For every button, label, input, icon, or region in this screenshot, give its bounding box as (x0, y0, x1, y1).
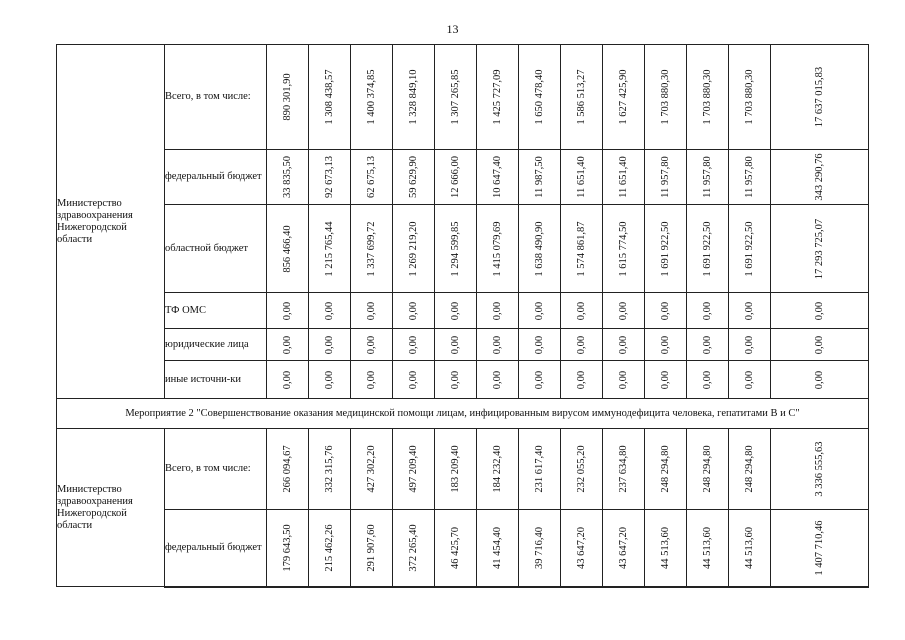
year-value: 372 265,40 (407, 524, 419, 572)
year-value: 1 574 861,87 (575, 220, 587, 277)
year-value-cell (645, 510, 687, 587)
year-value-cell (309, 205, 351, 293)
year-value: 0,00 (449, 335, 461, 354)
page-number: 13 (446, 22, 459, 36)
funding-source-cell: юридические лица (165, 329, 267, 361)
year-value-cell (309, 361, 351, 399)
year-value-cell (393, 510, 435, 587)
year-value-cell (645, 361, 687, 399)
year-value: 11 957,80 (659, 156, 671, 198)
year-value-cell (561, 293, 603, 329)
year-value-cell (351, 510, 393, 587)
funding-source-cell: федеральный бюджет (165, 510, 267, 587)
year-value-cell (351, 150, 393, 205)
year-value: 0,00 (323, 335, 335, 354)
total-value-cell (771, 361, 869, 399)
year-value-cell (477, 45, 519, 150)
year-value-cell (645, 429, 687, 510)
total-value-cell (771, 329, 869, 361)
funding-source-cell: Всего, в том числе: (165, 429, 267, 510)
year-value: 291 907,60 (365, 524, 377, 572)
year-value: 1 400 374,85 (365, 69, 377, 125)
year-value: 11 651,40 (575, 156, 587, 198)
year-value-cell (519, 150, 561, 205)
year-value: 237 634,80 (617, 445, 629, 493)
year-value-cell (477, 293, 519, 329)
year-value: 0,00 (659, 301, 671, 320)
year-value: 62 675,13 (365, 156, 377, 198)
year-value-cell (687, 205, 729, 293)
year-value-cell (687, 45, 729, 150)
year-value: 0,00 (659, 370, 671, 389)
year-value: 0,00 (575, 370, 587, 389)
year-value: 266 094,67 (281, 445, 293, 493)
year-value: 1 586 513,27 (575, 69, 587, 125)
year-value: 92 673,13 (323, 156, 335, 198)
year-value-cell (645, 45, 687, 150)
year-value: 0,00 (533, 335, 545, 354)
year-value-cell (309, 150, 351, 205)
total-value-cell (771, 205, 869, 293)
year-value: 1 425 727,09 (491, 69, 503, 125)
year-value: 0,00 (449, 301, 461, 320)
year-value-cell (603, 361, 645, 399)
year-value-cell (435, 45, 477, 150)
year-value: 41 454,40 (491, 526, 503, 569)
year-value: 1 703 880,30 (659, 69, 671, 125)
funding-source-cell: федеральный бюджет (165, 150, 267, 205)
year-value: 1 294 599,85 (449, 220, 461, 277)
year-value: 248 294,80 (701, 445, 713, 493)
year-value-cell (267, 429, 309, 510)
year-value-cell (561, 429, 603, 510)
year-value-cell (645, 205, 687, 293)
total-value: 0,00 (813, 301, 825, 320)
year-value-cell (519, 293, 561, 329)
year-value: 12 666,00 (449, 156, 461, 198)
year-value-cell (393, 205, 435, 293)
year-value: 0,00 (701, 301, 713, 320)
year-value-cell (519, 45, 561, 150)
year-value: 0,00 (281, 370, 293, 389)
table-row (57, 510, 869, 587)
year-value: 1 215 765,44 (323, 220, 335, 277)
year-value: 0,00 (491, 335, 503, 354)
year-value: 248 294,80 (659, 445, 671, 493)
year-value: 1 328 849,10 (407, 69, 419, 125)
year-value: 0,00 (407, 370, 419, 389)
year-value: 0,00 (323, 301, 335, 320)
year-value-cell (603, 45, 645, 150)
year-value: 0,00 (617, 301, 629, 320)
year-value: 0,00 (701, 335, 713, 354)
year-value: 0,00 (407, 301, 419, 320)
year-value-cell (477, 205, 519, 293)
total-value: 0,00 (813, 335, 825, 354)
year-value: 0,00 (365, 370, 377, 389)
funding-source-cell: иные источни-ки (165, 361, 267, 399)
year-value: 1 691 922,50 (701, 220, 713, 277)
year-value: 1 415 079,69 (491, 220, 503, 277)
funding-source-cell: Всего, в том числе: (165, 45, 267, 150)
year-value: 427 302,20 (365, 445, 377, 493)
year-value: 179 643,50 (281, 524, 293, 572)
table-row (57, 361, 869, 399)
year-value: 33 835,50 (281, 156, 293, 198)
year-value-cell (393, 329, 435, 361)
year-value-cell (267, 293, 309, 329)
year-value: 1 269 219,20 (407, 220, 419, 277)
year-value-cell (687, 150, 729, 205)
event-title: Мероприятие 2 "Совершенствование оказания медицинской помощи лицам, инфицированным вирусом иммунодефицита человека, гепатитами В и С" (57, 399, 869, 429)
agency-cell: Министерство здравоохранения Нижегородской области (57, 429, 165, 587)
year-value-cell (435, 510, 477, 587)
year-value-cell (729, 510, 771, 587)
year-value-cell (351, 329, 393, 361)
year-value-cell (729, 293, 771, 329)
year-value-cell (435, 150, 477, 205)
year-value: 184 232,40 (491, 445, 503, 493)
year-value: 332 315,76 (323, 445, 335, 493)
total-value: 0,00 (813, 370, 825, 389)
year-value: 1 703 880,30 (701, 69, 713, 125)
year-value-cell (519, 429, 561, 510)
year-value-cell (561, 361, 603, 399)
year-value: 46 425,70 (449, 526, 461, 569)
year-value-cell (267, 150, 309, 205)
year-value-cell (435, 429, 477, 510)
year-value: 856 466,40 (281, 224, 293, 273)
year-value: 0,00 (533, 370, 545, 389)
year-value: 43 647,20 (575, 526, 587, 569)
total-value-cell (771, 293, 869, 329)
year-value: 1 627 425,90 (617, 69, 629, 125)
year-value-cell (351, 361, 393, 399)
year-value-cell (435, 205, 477, 293)
year-value: 44 513,60 (743, 526, 755, 569)
funding-source-cell: ТФ ОМС (165, 293, 267, 329)
year-value-cell (645, 293, 687, 329)
year-value: 0,00 (365, 335, 377, 354)
year-value-cell (267, 510, 309, 587)
year-value-cell (435, 329, 477, 361)
year-value-cell (603, 293, 645, 329)
year-value-cell (561, 329, 603, 361)
year-value: 1 615 774,50 (617, 220, 629, 277)
budget-table (56, 44, 869, 588)
year-value: 0,00 (491, 301, 503, 320)
total-value-cell (771, 510, 869, 587)
year-value: 231 617,40 (533, 445, 545, 493)
year-value: 1 337 699,72 (365, 220, 377, 277)
table-row (57, 329, 869, 361)
year-value-cell (267, 329, 309, 361)
year-value-cell (687, 510, 729, 587)
year-value-cell (519, 329, 561, 361)
year-value-cell (561, 510, 603, 587)
year-value: 1 638 490,90 (533, 220, 545, 277)
total-value-cell (771, 45, 869, 150)
year-value-cell (603, 205, 645, 293)
year-value: 39 716,40 (533, 526, 545, 569)
event-row (57, 399, 869, 429)
table-row (57, 293, 869, 329)
year-value-cell (561, 45, 603, 150)
year-value-cell (561, 205, 603, 293)
year-value: 1 703 880,30 (743, 69, 755, 125)
year-value: 497 209,40 (407, 445, 419, 493)
year-value-cell (603, 510, 645, 587)
year-value: 0,00 (617, 370, 629, 389)
total-value-cell (771, 150, 869, 205)
year-value: 0,00 (701, 370, 713, 389)
year-value: 0,00 (575, 301, 587, 320)
year-value: 183 209,40 (449, 445, 461, 493)
year-value-cell (519, 510, 561, 587)
year-value-cell (351, 293, 393, 329)
year-value: 11 987,50 (533, 156, 545, 198)
total-value: 3 336 555,63 (813, 441, 825, 497)
year-value: 215 462,26 (323, 524, 335, 572)
year-value-cell (687, 329, 729, 361)
year-value-cell (351, 429, 393, 510)
year-value-cell (393, 293, 435, 329)
year-value: 1 307 265,85 (449, 69, 461, 125)
year-value: 1 308 438,57 (323, 69, 335, 125)
year-value-cell (309, 329, 351, 361)
year-value-cell (729, 361, 771, 399)
total-value: 17 637 015,83 (813, 66, 825, 128)
year-value-cell (309, 293, 351, 329)
year-value-cell (393, 150, 435, 205)
funding-source-cell: областной бюджет (165, 205, 267, 293)
year-value: 0,00 (281, 301, 293, 320)
year-value: 0,00 (743, 370, 755, 389)
year-value-cell (351, 45, 393, 150)
year-value-cell (393, 361, 435, 399)
year-value-cell (729, 45, 771, 150)
year-value-cell (435, 293, 477, 329)
total-value: 343 290,76 (813, 153, 825, 201)
year-value-cell (687, 429, 729, 510)
year-value: 11 957,80 (743, 156, 755, 198)
year-value-cell (267, 205, 309, 293)
year-value-cell (477, 150, 519, 205)
year-value-cell (267, 45, 309, 150)
table-row (57, 150, 869, 205)
year-value: 0,00 (407, 335, 419, 354)
year-value: 0,00 (449, 370, 461, 389)
year-value: 11 957,80 (701, 156, 713, 198)
year-value-cell (477, 361, 519, 399)
table-row (57, 45, 869, 150)
year-value: 0,00 (323, 370, 335, 389)
year-value-cell (435, 361, 477, 399)
year-value: 44 513,60 (701, 526, 713, 569)
year-value-cell (477, 429, 519, 510)
year-value-cell (729, 205, 771, 293)
year-value: 0,00 (743, 301, 755, 320)
year-value-cell (519, 205, 561, 293)
year-value: 890 301,90 (281, 73, 293, 121)
year-value-cell (603, 329, 645, 361)
total-value: 1 407 710,46 (813, 520, 825, 576)
year-value: 59 629,90 (407, 156, 419, 198)
year-value-cell (603, 429, 645, 510)
year-value: 248 294,80 (743, 445, 755, 493)
year-value: 1 691 922,50 (743, 220, 755, 277)
year-value: 0,00 (533, 301, 545, 320)
year-value-cell (351, 205, 393, 293)
year-value: 232 055,20 (575, 445, 587, 493)
year-value-cell (729, 429, 771, 510)
year-value-cell (603, 150, 645, 205)
total-value-cell (771, 429, 869, 510)
year-value: 0,00 (743, 335, 755, 354)
agency-cell: Министерство здравоохранения Нижегородской области (57, 45, 165, 399)
year-value-cell (729, 329, 771, 361)
year-value-cell (729, 150, 771, 205)
year-value: 0,00 (365, 301, 377, 320)
year-value: 1 650 478,40 (533, 69, 545, 125)
year-value-cell (309, 429, 351, 510)
year-value: 43 647,20 (617, 526, 629, 569)
year-value-cell (309, 510, 351, 587)
year-value-cell (477, 329, 519, 361)
year-value: 11 651,40 (617, 156, 629, 198)
year-value-cell (393, 45, 435, 150)
year-value-cell (477, 510, 519, 587)
year-value: 10 647,40 (491, 156, 503, 198)
year-value-cell (645, 150, 687, 205)
year-value: 1 691 922,50 (659, 220, 671, 277)
year-value-cell (561, 150, 603, 205)
table-row (57, 205, 869, 293)
table-row (57, 429, 869, 510)
year-value-cell (687, 293, 729, 329)
year-value-cell (687, 361, 729, 399)
year-value-cell (267, 361, 309, 399)
year-value-cell (645, 329, 687, 361)
year-value: 0,00 (575, 335, 587, 354)
year-value-cell (519, 361, 561, 399)
total-value: 17 293 725,07 (813, 218, 825, 279)
year-value: 0,00 (491, 370, 503, 389)
year-value: 0,00 (617, 335, 629, 354)
year-value: 0,00 (281, 335, 293, 354)
year-value-cell (393, 429, 435, 510)
year-value: 0,00 (659, 335, 671, 354)
year-value: 44 513,60 (659, 526, 671, 569)
year-value-cell (309, 45, 351, 150)
